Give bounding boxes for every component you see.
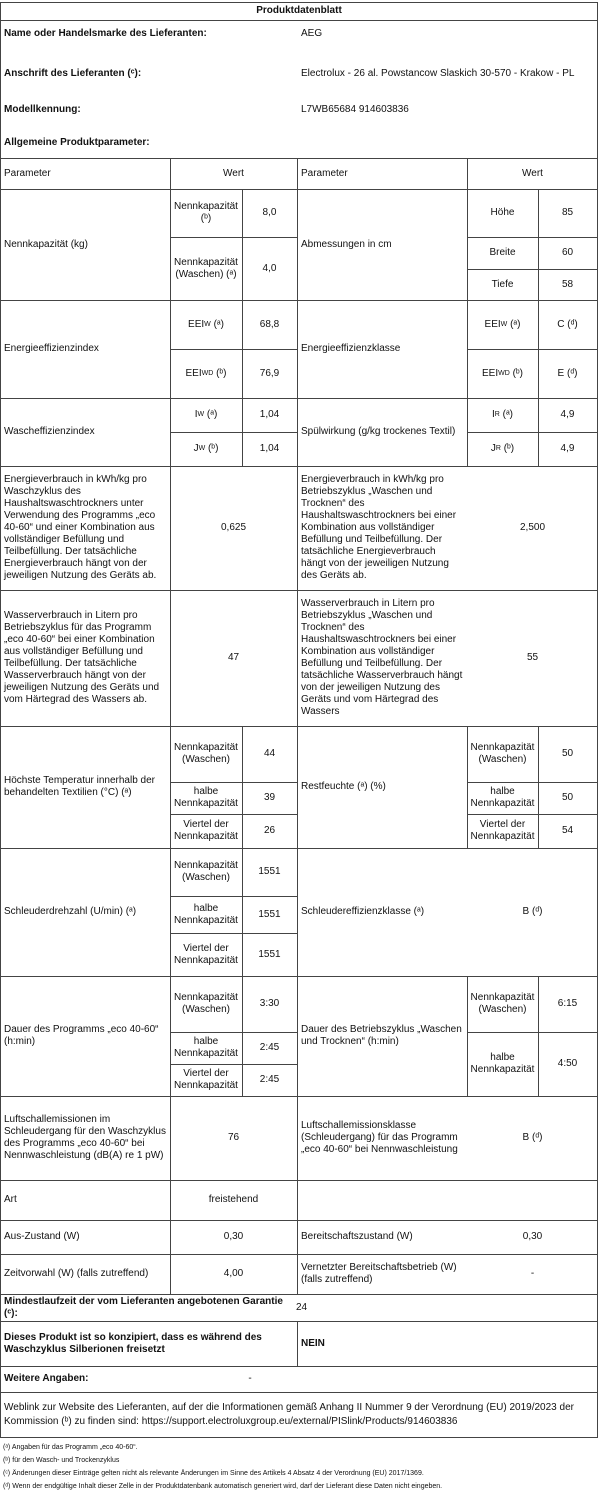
network-standby-label: Vernetzter Bereitschaftsbetrieb (W) (falls zutreffend) <box>301 1262 457 1285</box>
eeclass-wd-value: E (ᵈ) <box>557 367 578 379</box>
energy-wash-value: 0,625 <box>220 522 247 533</box>
jr-value: 4,9 <box>560 443 575 454</box>
page-title: Produktdatenblatt <box>256 5 342 16</box>
guarantee-label: Mindestlaufzeit der vom Lieferanten angebotenen Garantie (ᶜ): <box>4 1296 283 1319</box>
supplier-name-label: Name oder Handelsmarke des Lieferanten: <box>4 28 207 39</box>
temp-full-label: Nennkapazität (Waschen) <box>174 742 238 765</box>
rinse-label: Spülwirkung (g/kg trockenes Textil) <box>301 426 456 437</box>
more-info-value: - <box>248 1373 252 1384</box>
temperature-label: Höchste Temperatur innerhalb der behandelten Textilien (°C) (ᵃ) <box>4 775 156 798</box>
ir-label: I R (ᵃ) <box>491 409 513 420</box>
wash-index-label: Wascheffizienzindex <box>4 426 95 437</box>
duration-full-label: Nennkapazität (Waschen) <box>174 992 238 1015</box>
eei-w-value: 68,8 <box>259 318 280 330</box>
duration-quarter-label: Viertel der Nennkapazität <box>174 1068 238 1091</box>
water-wash-label: Wasserverbrauch in Litern pro Betriebszyklus für das Programm „eco 40-60“ bei einer Kombination aus vollständiger Befüllung und Teilbefüllung. Der tatsächliche Wasserverbrauch hängt von der jeweiligen Nutzung des Geräts und vom Härtegrad des Wassers ab. <box>4 610 160 705</box>
off-mode-value: 0,30 <box>223 1231 244 1242</box>
height-label: Höhe <box>490 207 515 218</box>
temp-half-value: 39 <box>263 792 276 803</box>
eeclass-wd-label: EEI WD (ᵇ) <box>481 367 523 379</box>
guarantee-value: 24 <box>296 1302 308 1313</box>
height-value: 85 <box>561 207 574 218</box>
spin-full-label: Nennkapazität (Waschen) <box>174 860 238 883</box>
model-label: Modellkennung: <box>4 104 81 115</box>
header-wert-left: Wert <box>223 167 244 179</box>
cycle-full-value: 6:15 <box>557 998 578 1009</box>
duration-quarter-value: 2:45 <box>259 1074 280 1085</box>
supplier-address-value: Electrolux - 26 al. Powstancow Slaskich 30-570 - Krakow - PL <box>301 68 575 79</box>
iw-value: 1,04 <box>259 409 280 420</box>
standby-label: Bereitschaftszustand (W) <box>301 1231 413 1242</box>
spin-class-value: B (ᵈ) <box>522 906 543 917</box>
supplier-address-label: Anschrift des Lieferanten (ᶜ): <box>4 68 142 79</box>
eeclass-w-label: EEI W (ᵃ) <box>484 318 521 330</box>
moisture-label: Restfeuchte (ᵃ) (%) <box>301 781 386 792</box>
moisture-half-value: 50 <box>561 792 574 803</box>
duration-full-value: 3:30 <box>259 998 280 1009</box>
footnote-a: (ᵃ) Angaben für das Programm „eco 40-60“. <box>3 1444 138 1451</box>
spin-quarter-value: 1551 <box>258 948 281 960</box>
moisture-full-label: Nennkapazität (Waschen) <box>470 742 535 765</box>
eei-w-label: EEI W (ᵃ) <box>188 318 224 330</box>
delay-start-label: Zeitvorwahl (W) (falls zutreffend) <box>4 1268 149 1279</box>
moisture-quarter-value: 54 <box>561 825 574 836</box>
cycle-half-label: halbe Nennkapazität <box>470 1052 535 1075</box>
off-mode-label: Aus-Zustand (W) <box>4 1231 80 1242</box>
water-wash-value: 47 <box>227 652 240 663</box>
energy-washdry-value: 2,500 <box>519 522 546 533</box>
silver-ions-label: Dieses Produkt ist so konzipiert, dass es während des Waschzyklus Silberionen freisetzt <box>4 1331 262 1355</box>
depth-label: Tiefe <box>491 278 514 290</box>
water-washdry-label: Wasserverbrauch in Litern pro Betriebszyklus „Waschen und Trocknen“ des Haushaltswaschtrockners bei einer Kombination aus vollständiger Befüllung und Teilbefüllung. Der tatsächliche Wasserverbrauch hängt von der jeweiligen Nutzung des Geräts und vom Härtegrad des Wassers <box>301 598 463 717</box>
footnote-b: (ᵇ) für den Wasch- und Trockenzyklus <box>3 1457 120 1464</box>
temp-full-value: 44 <box>263 748 276 759</box>
spin-quarter-label: Viertel der Nennkapazität <box>174 942 238 966</box>
ir-value: 4,9 <box>560 409 575 420</box>
temp-half-label: halbe Nennkapazität <box>174 786 238 809</box>
dimensions-label: Abmessungen in cm <box>301 238 392 250</box>
temp-quarter-value: 26 <box>263 825 276 836</box>
noise-class-label: Luftschallemissionsklasse (Schleudergang) für das Programm „eco 40-60“ bei Nennwaschleistung <box>301 1120 458 1155</box>
model-value: L7WB65684 914603836 <box>301 104 409 115</box>
footnote-d: (ᵈ) Wenn der endgültige Inhalt dieser Zelle in der Produktdatenbank automatisch generiert wird, darf der Lieferant diese Daten nicht eingeben. <box>3 1483 443 1490</box>
eei-wd-value: 76,9 <box>259 367 280 379</box>
header-parameter-right: Parameter <box>301 167 348 179</box>
network-standby-value: - <box>530 1268 535 1279</box>
capacity-b-label: Nennkapazität (ᵇ) <box>174 201 238 224</box>
water-washdry-value: 55 <box>526 652 539 663</box>
noise-label: Luftschallemissionen im Schleudergang für den Waschzyklus des Programms „eco 40-60“ bei Nennwaschleistung (dB(A) re 1 pW) <box>4 1114 166 1161</box>
program-duration-label: Dauer des Programms „eco 40-60“ (h:min) <box>4 1024 159 1047</box>
cycle-full-label: Nennkapazität (Waschen) <box>470 992 535 1015</box>
weblink-text: Weblink zur Website des Lieferanten, auf der die Informationen gemäß Anhang II Nummer 9 der Verordnung (EU) 2019/2023 der Kommission (ᵇ) zu finden sind: https://support.electroluxgroup.eu/external/PISlink/Products/914603836 <box>4 1401 574 1427</box>
type-label: Art <box>4 1194 17 1205</box>
noise-class-value: B (ᵈ) <box>522 1132 543 1143</box>
jw-label: J W (ᵇ) <box>193 443 219 454</box>
supplier-name-value: AEG <box>301 28 323 39</box>
eei-label: Energieeffizienzindex <box>4 343 99 354</box>
spin-full-value: 1551 <box>258 866 281 877</box>
eei-wd-label: EEI WD (ᵇ) <box>185 367 227 379</box>
header-wert-right: Wert <box>522 167 543 179</box>
spin-half-label: halbe Nennkapazität <box>174 902 238 926</box>
depth-value: 58 <box>561 278 574 290</box>
silver-ions-value: NEIN <box>301 1337 325 1349</box>
duration-half-label: halbe Nennkapazität <box>174 1036 238 1059</box>
temp-quarter-label: Viertel der Nennkapazität <box>174 819 238 842</box>
eeclass-label: Energieeffizienzklasse <box>301 343 401 354</box>
cycle-duration-label: Dauer des Betriebszyklus „Waschen und Trocknen“ (h:min) <box>301 1024 462 1047</box>
moisture-half-label: halbe Nennkapazität <box>470 786 535 809</box>
eeclass-w-value: C (ᵈ) <box>557 318 578 330</box>
header-parameter-left: Parameter <box>4 167 51 179</box>
spin-half-value: 1551 <box>258 908 281 920</box>
capacity-wash-value: 4,0 <box>262 262 277 274</box>
jw-value: 1,04 <box>259 443 280 454</box>
capacity-wash-label: Nennkapazität (Waschen) (ᵃ) <box>174 256 238 280</box>
footnote-c: (ᶜ) Änderungen dieser Einträge gelten nicht als relevante Änderungen im Sinne des Artikels 4 Absatz 4 der Verordnung (EU) 2017/1369. <box>3 1470 424 1477</box>
moisture-full-value: 50 <box>561 748 574 759</box>
jr-label: J R (ᵇ) <box>490 443 515 454</box>
energy-washdry-label: Energieverbrauch in kWh/kg pro Betriebszyklus „Waschen und Trocknen“ des Haushaltswaschtrockners bei einer Kombination aus vollständiger Befüllung und Teilbefüllung. Der tatsächliche Energieverbrauch hängt von der jeweiligen Nutzung des Geräts ab. <box>301 474 457 581</box>
noise-value: 76 <box>227 1132 240 1143</box>
iw-label: I W (ᵃ) <box>194 409 218 420</box>
energy-wash-label: Energieverbrauch in kWh/kg pro Waschzyklus des Haushaltswaschtrockners unter Verwendung des Programms „eco 40-60“ und einer Kombination aus vollständiger Befüllung und Teilbefüllung. Der tatsächliche Energieverbrauch hängt von der jeweiligen Nutzung des Geräts ab. <box>4 474 157 581</box>
width-value: 60 <box>561 247 574 258</box>
capacity-label: Nennkapazität (kg) <box>4 238 88 250</box>
delay-start-value: 4,00 <box>223 1268 244 1279</box>
spin-speed-label: Schleuderdrehzahl (U/min) (ᵃ) <box>4 906 137 917</box>
type-value: freistehend <box>208 1194 259 1205</box>
cycle-half-value: 4:50 <box>557 1058 578 1069</box>
duration-half-value: 2:45 <box>259 1042 280 1053</box>
width-label: Breite <box>489 247 516 258</box>
more-info-label: Weitere Angaben: <box>4 1373 89 1384</box>
spin-class-label: Schleudereffizienzklasse (ᵃ) <box>301 906 425 917</box>
moisture-quarter-label: Viertel der Nennkapazität <box>470 819 535 842</box>
general-params-label: Allgemeine Produktparameter: <box>4 137 150 148</box>
standby-value: 0,30 <box>522 1231 543 1242</box>
capacity-b-value: 8,0 <box>262 207 277 218</box>
